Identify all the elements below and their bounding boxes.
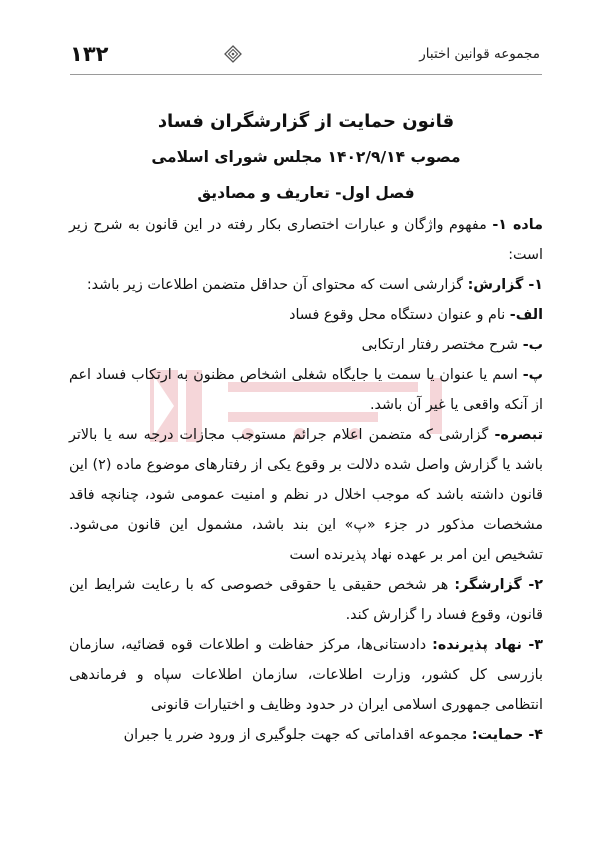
paragraph-text: اسم یا عنوان یا سمت یا جایگاه شغلی اشخاص مظنون به ارتکاب فساد اعم از آنکه واقعی یا غیر آن باشد. <box>69 367 543 413</box>
paragraph-text: گزارشی که متضمن اعلام جرائم مستوجب مجازات درجه سه یا بالاتر باشد یا گزارش واصل شده دلالت بر وقوع یکی از رفتارهای موضوع ماده (۲) این قانون داشته باشد که موجب اخلال در نظم و امنیت عمومی شود، چنانچه فاقد مشخصات مذکور در جزء «پ» این بند باشد، مشمول این قانون می‌شود. تشخیص این امر بر عهده نهاد پذیرنده است <box>69 427 543 563</box>
paragraph-text: مجموعه اقداماتی که جهت جلوگیری از ورود ضرر یا جبران <box>123 727 472 743</box>
header-divider <box>70 74 542 75</box>
paragraph-text: دادستانی‌ها، مرکز حفاظت و اطلاعات قوه قضائیه، سازمان بازرسی کل کشور، وزارت اطلاعات، سازمان اطلاعات سپاه و فرماندهی انتظامی جمهوری اسلامی ایران در حدود وظایف و اختیارات قانونی <box>69 637 543 713</box>
paragraph-label: ۳- نهاد پذیرنده: <box>432 637 543 653</box>
page-number: ۱۳۲ <box>70 42 109 66</box>
clause-be <box>69 330 543 360</box>
paragraph-label: ۱- گزارش: <box>467 277 543 293</box>
paragraph-label: الف- <box>509 307 543 323</box>
paragraph-text: هر شخص حقیقی یا حقوقی خصوصی که با رعایت شرایط این قانون، وقوع فساد را گزارش کند. <box>69 577 543 623</box>
law-approval-line: مصوب ۱۴۰۲/۹/۱۴ مجلس شورای اسلامی <box>151 148 461 166</box>
definition-report <box>69 270 543 300</box>
clause-pe <box>69 360 543 420</box>
definition-reporter <box>69 570 543 630</box>
article-1-intro <box>69 210 543 270</box>
paragraph-text: گزارشی است که محتوای آن حداقل متضمن اطلاعات زیر باشد: <box>86 277 468 293</box>
chapter-title: فصل اول- تعاریف و مصادیق <box>197 184 415 202</box>
paragraph-label: پ- <box>522 367 543 383</box>
page-header <box>70 40 540 68</box>
paragraph-label: تبصره- <box>494 427 543 443</box>
paragraph-text: مفهوم واژگان و عبارات اختصاری بکار رفته در این قانون به شرح زیر است: <box>69 217 543 263</box>
paragraph-label: ماده ۱- <box>492 217 543 233</box>
paragraph-label: ۴- حمایت: <box>471 727 543 743</box>
law-title: قانون حمایت از گزارشگران فساد <box>157 111 455 132</box>
paragraph-label: ب- <box>522 337 543 353</box>
paragraph-label: ۲- گزارشگر: <box>454 577 543 593</box>
document-body <box>69 108 543 750</box>
diamond-ornament-icon <box>224 45 242 63</box>
definition-protection <box>69 720 543 750</box>
paragraph-text: نام و عنوان دستگاه محل وقوع فساد <box>289 307 510 323</box>
paragraph-text: شرح مختصر رفتار ارتکابی <box>361 337 523 353</box>
book-title: مجموعه قوانین اختبار <box>419 46 540 62</box>
definition-receiving-body <box>69 630 543 720</box>
note-paragraph <box>69 420 543 570</box>
clause-alef <box>69 300 543 330</box>
